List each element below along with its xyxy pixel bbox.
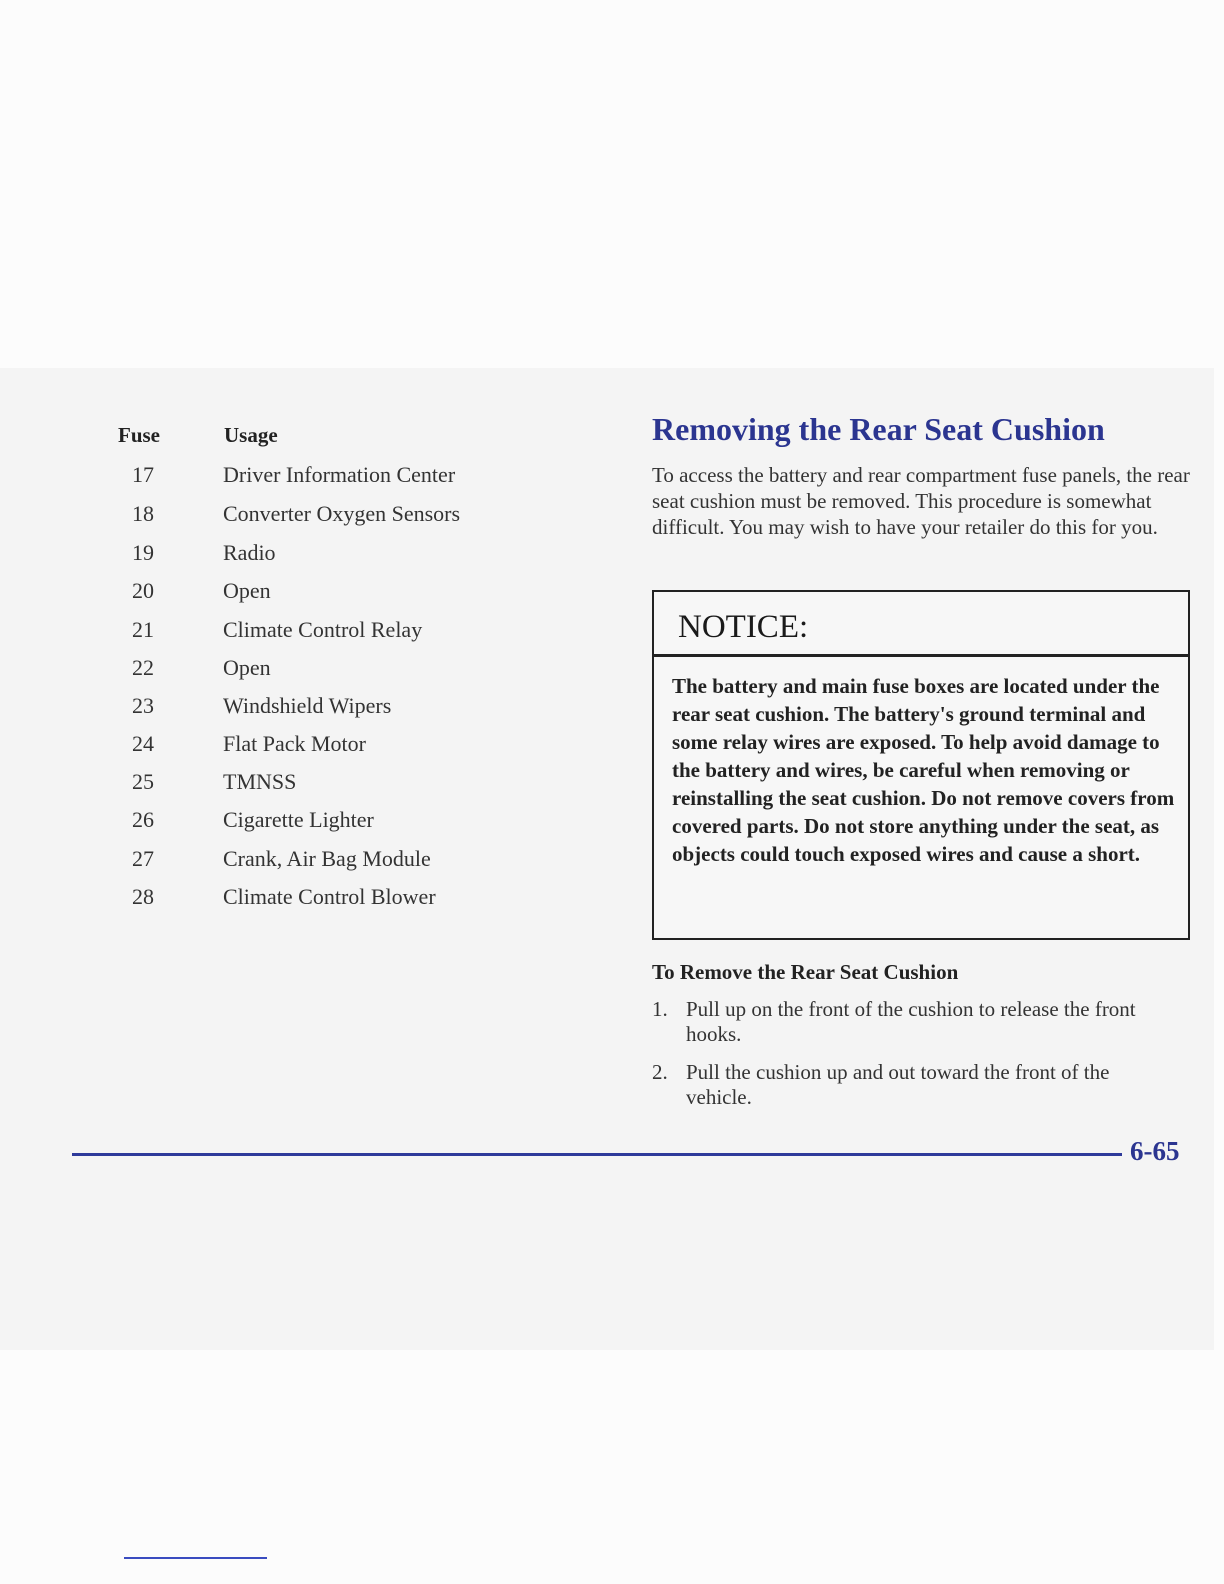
page-number: 6-65	[1130, 1136, 1180, 1166]
fuse-number: 23	[132, 693, 154, 718]
fuse-column-header: Fuse	[118, 423, 160, 447]
fuse-usage: Crank, Air Bag Module	[223, 846, 431, 871]
fuse-number: 26	[132, 807, 154, 832]
step-text: Pull up on the front of the cushion to release the front hooks.	[686, 997, 1136, 1046]
fuse-number: 28	[132, 884, 154, 909]
fuse-number: 25	[132, 769, 154, 794]
fuse-usage: Windshield Wipers	[223, 693, 392, 718]
bottom-divider	[124, 1557, 267, 1559]
section-title: Removing the Rear Seat Cushion	[652, 411, 1105, 447]
step-text: Pull the cushion up and out toward the front of the vehicle.	[686, 1060, 1110, 1109]
fuse-number: 20	[132, 578, 154, 603]
intro-paragraph: To access the battery and rear compartment fuse panels, the rear seat cushion must be removed. This procedure is somewhat difficult. You may wish to have your retailer do this for you.	[652, 463, 1190, 539]
step-number: 2.	[652, 1060, 668, 1084]
fuse-number: 24	[132, 731, 154, 756]
fuse-usage: Radio	[223, 540, 276, 565]
notice-heading: NOTICE:	[654, 592, 1188, 657]
fuse-usage: Climate Control Relay	[223, 617, 423, 642]
fuse-usage: Driver Information Center	[223, 462, 456, 487]
fuse-number: 27	[132, 846, 154, 871]
fuse-usage: Open	[223, 655, 271, 680]
fuse-usage: Flat Pack Motor	[223, 731, 366, 756]
usage-column-header: Usage	[224, 423, 278, 447]
fuse-usage: Converter Oxygen Sensors	[223, 501, 461, 526]
procedure-step	[652, 997, 1152, 1047]
fuse-number: 21	[132, 617, 154, 642]
notice-body: The battery and main fuse boxes are located under the rear seat cushion. The battery's ground terminal and some relay wires are exposed. To help avoid damage to the battery and wires, be careful when removing or reinstalling the seat cushion. Do not remove covers from covered parts. Do not store anything under the seat, as objects could touch exposed wires and cause a short.	[672, 674, 1175, 866]
footer-rule	[72, 1153, 1122, 1156]
procedure-step	[652, 1060, 1152, 1110]
fuse-usage: TMNSS	[223, 769, 297, 794]
fuse-number: 18	[132, 501, 154, 526]
fuse-number: 22	[132, 655, 154, 680]
fuse-usage: Open	[223, 578, 271, 603]
fuse-usage: Cigarette Lighter	[223, 807, 374, 832]
fuse-number: 17	[132, 462, 154, 487]
step-number: 1.	[652, 997, 668, 1021]
procedure-heading: To Remove the Rear Seat Cushion	[652, 960, 959, 984]
notice-box	[652, 590, 1190, 940]
fuse-number: 19	[132, 540, 154, 565]
fuse-usage: Climate Control Blower	[223, 884, 436, 909]
